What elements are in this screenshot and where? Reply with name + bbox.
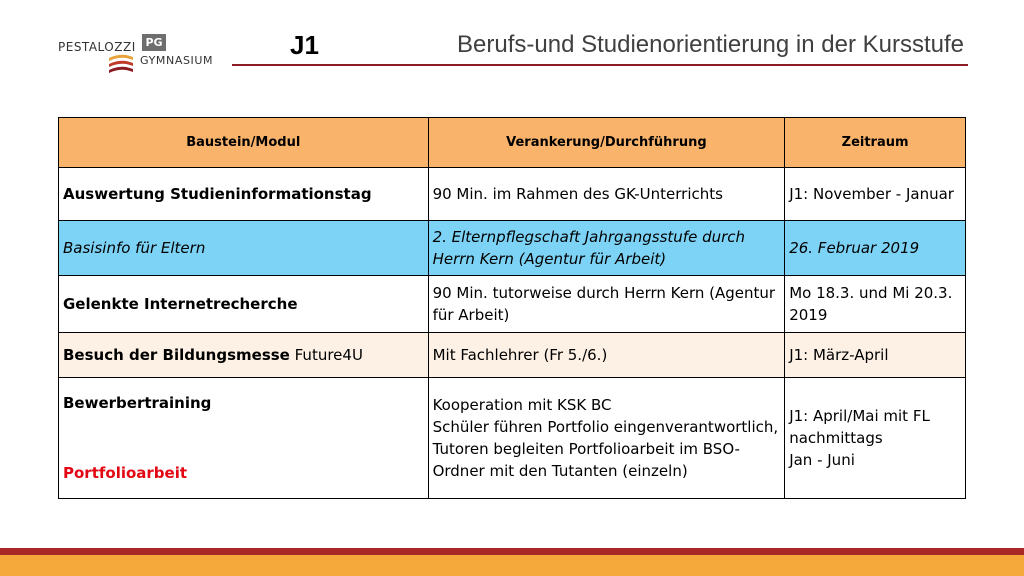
cell-zeitraum: J1: März-April — [785, 333, 966, 378]
cell-modul-portfolio: Portfolioarbeit — [63, 464, 188, 482]
school-logo — [58, 34, 233, 78]
cell-line: Jan - Juni — [789, 451, 855, 469]
table-header-row — [59, 118, 966, 168]
cell-line: Schüler führen Portfolio eingenverantwortlich, — [432, 418, 779, 436]
table-row — [59, 276, 966, 333]
cell-modul: Basisinfo für Eltern — [59, 221, 429, 276]
logo-mark: PG — [142, 34, 166, 51]
table-row — [59, 221, 966, 276]
cell-durchfuehrung: Mit Fachlehrer (Fr 5./6.) — [428, 333, 785, 378]
table-row — [59, 378, 966, 499]
orientation-table — [58, 117, 966, 499]
cell-spacer — [63, 414, 424, 462]
col-header-zeitraum: Zeitraum — [785, 118, 966, 168]
footer-bar-orange — [0, 555, 1024, 576]
cell-modul — [59, 378, 429, 499]
col-header-durchfuehrung: Verankerung/Durchführung — [428, 118, 785, 168]
cell-line: Kooperation mit KSK BC — [432, 396, 612, 414]
cell-modul — [59, 333, 429, 378]
table-row — [59, 168, 966, 221]
page-title: Berufs-und Studienorientierung in der Kursstufe — [457, 31, 964, 58]
header-rule — [232, 64, 968, 66]
cell-modul-rest: Future4U — [289, 346, 363, 364]
cell-modul: Auswertung Studieninformationstag — [59, 168, 429, 221]
cell-line: J1: April/Mai mit FL nachmittags — [789, 407, 930, 447]
cell-zeitraum: J1: November - Januar — [785, 168, 966, 221]
col-header-modul: Baustein/Modul — [59, 118, 429, 168]
logo-arcs-icon — [107, 52, 135, 78]
cell-durchfuehrung: 90 Min. im Rahmen des GK-Unterrichts — [428, 168, 785, 221]
slide-code: J1 — [290, 30, 319, 60]
cell-line: Tutoren begleiten Portfolioarbeit im BSO-Ordner mit den Tutanten (einzeln) — [432, 440, 740, 480]
cell-modul-bold: Besuch der Bildungsmesse — [63, 346, 290, 364]
cell-zeitraum: 26. Februar 2019 — [785, 221, 966, 276]
cell-zeitraum: Mo 18.3. und Mi 20.3. 2019 — [785, 276, 966, 333]
cell-modul: Gelenkte Internetrecherche — [59, 276, 429, 333]
table-row — [59, 333, 966, 378]
footer-bar-red — [0, 548, 1024, 555]
cell-zeitraum — [785, 378, 966, 499]
logo-text-top: PESTALOZZI — [58, 40, 136, 54]
cell-durchfuehrung — [428, 378, 785, 499]
cell-modul-bewerbertraining: Bewerbertraining — [63, 394, 212, 412]
cell-durchfuehrung: 90 Min. tutorweise durch Herrn Kern (Agentur für Arbeit) — [428, 276, 785, 333]
logo-text-bottom: GYMNASIUM — [140, 54, 214, 67]
cell-durchfuehrung: 2. Elternpflegschaft Jahrgangsstufe durch Herrn Kern (Agentur für Arbeit) — [428, 221, 785, 276]
